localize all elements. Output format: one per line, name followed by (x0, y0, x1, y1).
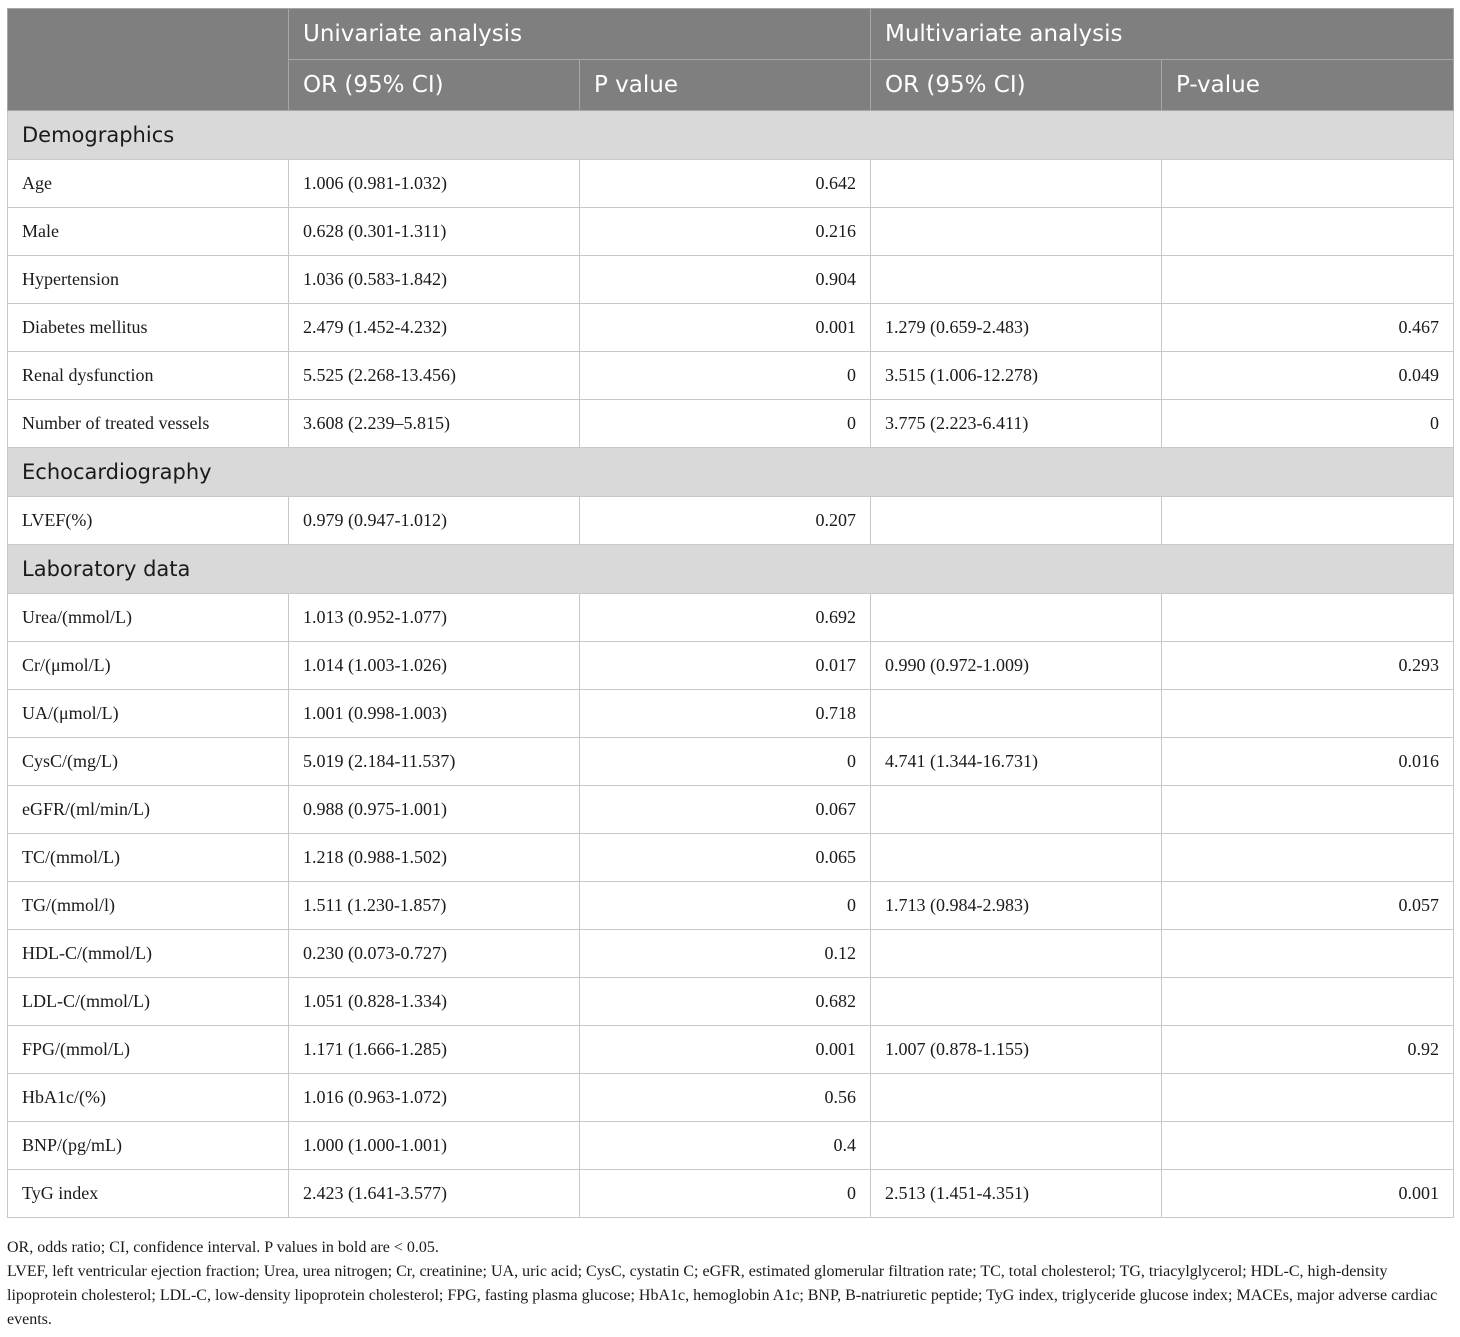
variable-cell: BNP/(pg/mL) (8, 1122, 289, 1170)
or-multivariate-cell: 1.279 (0.659-2.483) (871, 304, 1162, 352)
or-multivariate-cell (871, 834, 1162, 882)
section-header-row (8, 111, 1454, 160)
or-univariate-cell: 1.171 (1.666-1.285) (289, 1026, 580, 1074)
p-univariate-cell: 0.001 (580, 1026, 871, 1074)
p-multivariate-cell (1162, 497, 1454, 545)
p-multivariate-cell (1162, 786, 1454, 834)
p-univariate-cell: 0.4 (580, 1122, 871, 1170)
or-multivariate-cell: 3.515 (1.006-12.278) (871, 352, 1162, 400)
or-multivariate-cell: 2.513 (1.451-4.351) (871, 1170, 1162, 1218)
variable-cell: TG/(mmol/l) (8, 882, 289, 930)
table-row (8, 208, 1454, 256)
table-row (8, 304, 1454, 352)
or-univariate-cell: 5.525 (2.268-13.456) (289, 352, 580, 400)
table-row (8, 930, 1454, 978)
or-multivariate-cell: 0.990 (0.972-1.009) (871, 642, 1162, 690)
p-univariate-cell: 0.12 (580, 930, 871, 978)
variable-cell: LDL-C/(mmol/L) (8, 978, 289, 1026)
or-univariate-cell: 2.479 (1.452-4.232) (289, 304, 580, 352)
or-multivariate-cell (871, 786, 1162, 834)
variable-cell: Urea/(mmol/L) (8, 594, 289, 642)
section-title: Demographics (8, 111, 1454, 160)
p-multivariate-cell (1162, 208, 1454, 256)
variable-cell: HDL-C/(mmol/L) (8, 930, 289, 978)
p-univariate-cell: 0.56 (580, 1074, 871, 1122)
header-p-univariate: P value (580, 60, 871, 111)
table-row (8, 1122, 1454, 1170)
table-row (8, 1074, 1454, 1122)
p-univariate-cell: 0 (580, 352, 871, 400)
p-univariate-cell: 0.682 (580, 978, 871, 1026)
or-univariate-cell: 1.001 (0.998-1.003) (289, 690, 580, 738)
table-row (8, 642, 1454, 690)
or-univariate-cell: 1.016 (0.963-1.072) (289, 1074, 580, 1122)
p-multivariate-cell (1162, 930, 1454, 978)
or-univariate-cell: 5.019 (2.184-11.537) (289, 738, 580, 786)
variable-cell: LVEF(%) (8, 497, 289, 545)
table-row (8, 400, 1454, 448)
or-multivariate-cell (871, 978, 1162, 1026)
p-multivariate-cell (1162, 594, 1454, 642)
p-univariate-cell: 0.017 (580, 642, 871, 690)
variable-cell: Hypertension (8, 256, 289, 304)
p-multivariate-cell: 0.467 (1162, 304, 1454, 352)
p-univariate-cell: 0.904 (580, 256, 871, 304)
or-multivariate-cell (871, 594, 1162, 642)
table-row (8, 738, 1454, 786)
header-multivariate-group: Multivariate analysis (871, 9, 1454, 60)
header-p-multivariate: P-value (1162, 60, 1454, 111)
section-header-row (8, 448, 1454, 497)
or-multivariate-cell (871, 930, 1162, 978)
variable-cell: CysC/(mg/L) (8, 738, 289, 786)
table-row (8, 497, 1454, 545)
header-or-multivariate: OR (95% CI) (871, 60, 1162, 111)
footnote-abbrev-stats: OR, odds ratio; CI, confidence interval. P values in bold are < 0.05. (7, 1239, 439, 1256)
or-multivariate-cell (871, 497, 1162, 545)
or-univariate-cell: 1.006 (0.981-1.032) (289, 160, 580, 208)
variable-cell: FPG/(mmol/L) (8, 1026, 289, 1074)
table-row (8, 978, 1454, 1026)
or-univariate-cell: 2.423 (1.641-3.577) (289, 1170, 580, 1218)
or-univariate-cell: 3.608 (2.239–5.815) (289, 400, 580, 448)
or-multivariate-cell: 3.775 (2.223-6.411) (871, 400, 1162, 448)
table-row (8, 256, 1454, 304)
or-multivariate-cell: 1.713 (0.984-2.983) (871, 882, 1162, 930)
table-row (8, 594, 1454, 642)
or-univariate-cell: 0.979 (0.947-1.012) (289, 497, 580, 545)
or-multivariate-cell (871, 256, 1162, 304)
variable-cell: Renal dysfunction (8, 352, 289, 400)
p-multivariate-cell (1162, 1074, 1454, 1122)
variable-cell: TyG index (8, 1170, 289, 1218)
or-univariate-cell: 1.014 (1.003-1.026) (289, 642, 580, 690)
p-univariate-cell: 0.065 (580, 834, 871, 882)
p-univariate-cell: 0 (580, 1170, 871, 1218)
regression-table-container (7, 8, 1453, 1218)
p-multivariate-cell: 0 (1162, 400, 1454, 448)
table-row (8, 690, 1454, 738)
p-multivariate-cell (1162, 978, 1454, 1026)
table-row (8, 882, 1454, 930)
or-univariate-cell: 1.000 (1.000-1.001) (289, 1122, 580, 1170)
p-univariate-cell: 0.718 (580, 690, 871, 738)
table-footnotes (7, 1236, 1453, 1332)
p-univariate-cell: 0.642 (580, 160, 871, 208)
header-or-univariate: OR (95% CI) (289, 60, 580, 111)
p-multivariate-cell (1162, 256, 1454, 304)
or-univariate-cell: 0.230 (0.073-0.727) (289, 930, 580, 978)
table-row (8, 834, 1454, 882)
or-multivariate-cell (871, 1074, 1162, 1122)
footnote-abbrev-variables: LVEF, left ventricular ejection fraction; Urea, urea nitrogen; Cr, creatinine; UA, uric acid; CysC, cystatin C; eGFR, estimated glomerular filtration rate; TC, total cholesterol; TG, triacylglycerol; HDL-C, high-density lipoprotein cholesterol; LDL-C, low-density lipoprotein cholesterol; FPG, fasting plasma glucose; HbA1c, hemoglobin A1c; BNP, B-natriuretic peptide; TyG index, triglyceride glucose index; MACEs, major adverse cardiac events. (7, 1263, 1438, 1328)
or-multivariate-cell: 4.741 (1.344-16.731) (871, 738, 1162, 786)
or-multivariate-cell (871, 1122, 1162, 1170)
variable-cell: Cr/(μmol/L) (8, 642, 289, 690)
or-multivariate-cell (871, 208, 1162, 256)
table-row (8, 1026, 1454, 1074)
table-row (8, 160, 1454, 208)
or-multivariate-cell: 1.007 (0.878-1.155) (871, 1026, 1162, 1074)
p-multivariate-cell: 0.001 (1162, 1170, 1454, 1218)
variable-cell: eGFR/(ml/min/L) (8, 786, 289, 834)
section-title: Laboratory data (8, 545, 1454, 594)
p-multivariate-cell: 0.92 (1162, 1026, 1454, 1074)
table-header (8, 9, 1454, 111)
or-univariate-cell: 1.511 (1.230-1.857) (289, 882, 580, 930)
or-multivariate-cell (871, 160, 1162, 208)
header-univariate-group: Univariate analysis (289, 9, 871, 60)
table-row (8, 786, 1454, 834)
section-title: Echocardiography (8, 448, 1454, 497)
or-univariate-cell: 0.988 (0.975-1.001) (289, 786, 580, 834)
variable-cell: Male (8, 208, 289, 256)
variable-cell: Diabetes mellitus (8, 304, 289, 352)
table-row (8, 1170, 1454, 1218)
p-multivariate-cell (1162, 834, 1454, 882)
or-multivariate-cell (871, 690, 1162, 738)
or-univariate-cell: 1.036 (0.583-1.842) (289, 256, 580, 304)
variable-cell: UA/(μmol/L) (8, 690, 289, 738)
p-univariate-cell: 0.692 (580, 594, 871, 642)
p-multivariate-cell (1162, 690, 1454, 738)
regression-table (7, 8, 1454, 1218)
table-row (8, 352, 1454, 400)
or-univariate-cell: 0.628 (0.301-1.311) (289, 208, 580, 256)
p-univariate-cell: 0 (580, 738, 871, 786)
p-univariate-cell: 0.216 (580, 208, 871, 256)
variable-cell: Number of treated vessels (8, 400, 289, 448)
p-multivariate-cell: 0.293 (1162, 642, 1454, 690)
p-univariate-cell: 0 (580, 882, 871, 930)
p-univariate-cell: 0.001 (580, 304, 871, 352)
table-body (8, 111, 1454, 1218)
or-univariate-cell: 1.013 (0.952-1.077) (289, 594, 580, 642)
p-univariate-cell: 0.207 (580, 497, 871, 545)
section-header-row (8, 545, 1454, 594)
or-univariate-cell: 1.218 (0.988-1.502) (289, 834, 580, 882)
variable-cell: Age (8, 160, 289, 208)
or-univariate-cell: 1.051 (0.828-1.334) (289, 978, 580, 1026)
variable-cell: HbA1c/(%) (8, 1074, 289, 1122)
p-multivariate-cell: 0.016 (1162, 738, 1454, 786)
p-univariate-cell: 0.067 (580, 786, 871, 834)
header-empty-cell (8, 9, 289, 111)
p-univariate-cell: 0 (580, 400, 871, 448)
p-multivariate-cell: 0.049 (1162, 352, 1454, 400)
p-multivariate-cell: 0.057 (1162, 882, 1454, 930)
p-multivariate-cell (1162, 1122, 1454, 1170)
p-multivariate-cell (1162, 160, 1454, 208)
variable-cell: TC/(mmol/L) (8, 834, 289, 882)
